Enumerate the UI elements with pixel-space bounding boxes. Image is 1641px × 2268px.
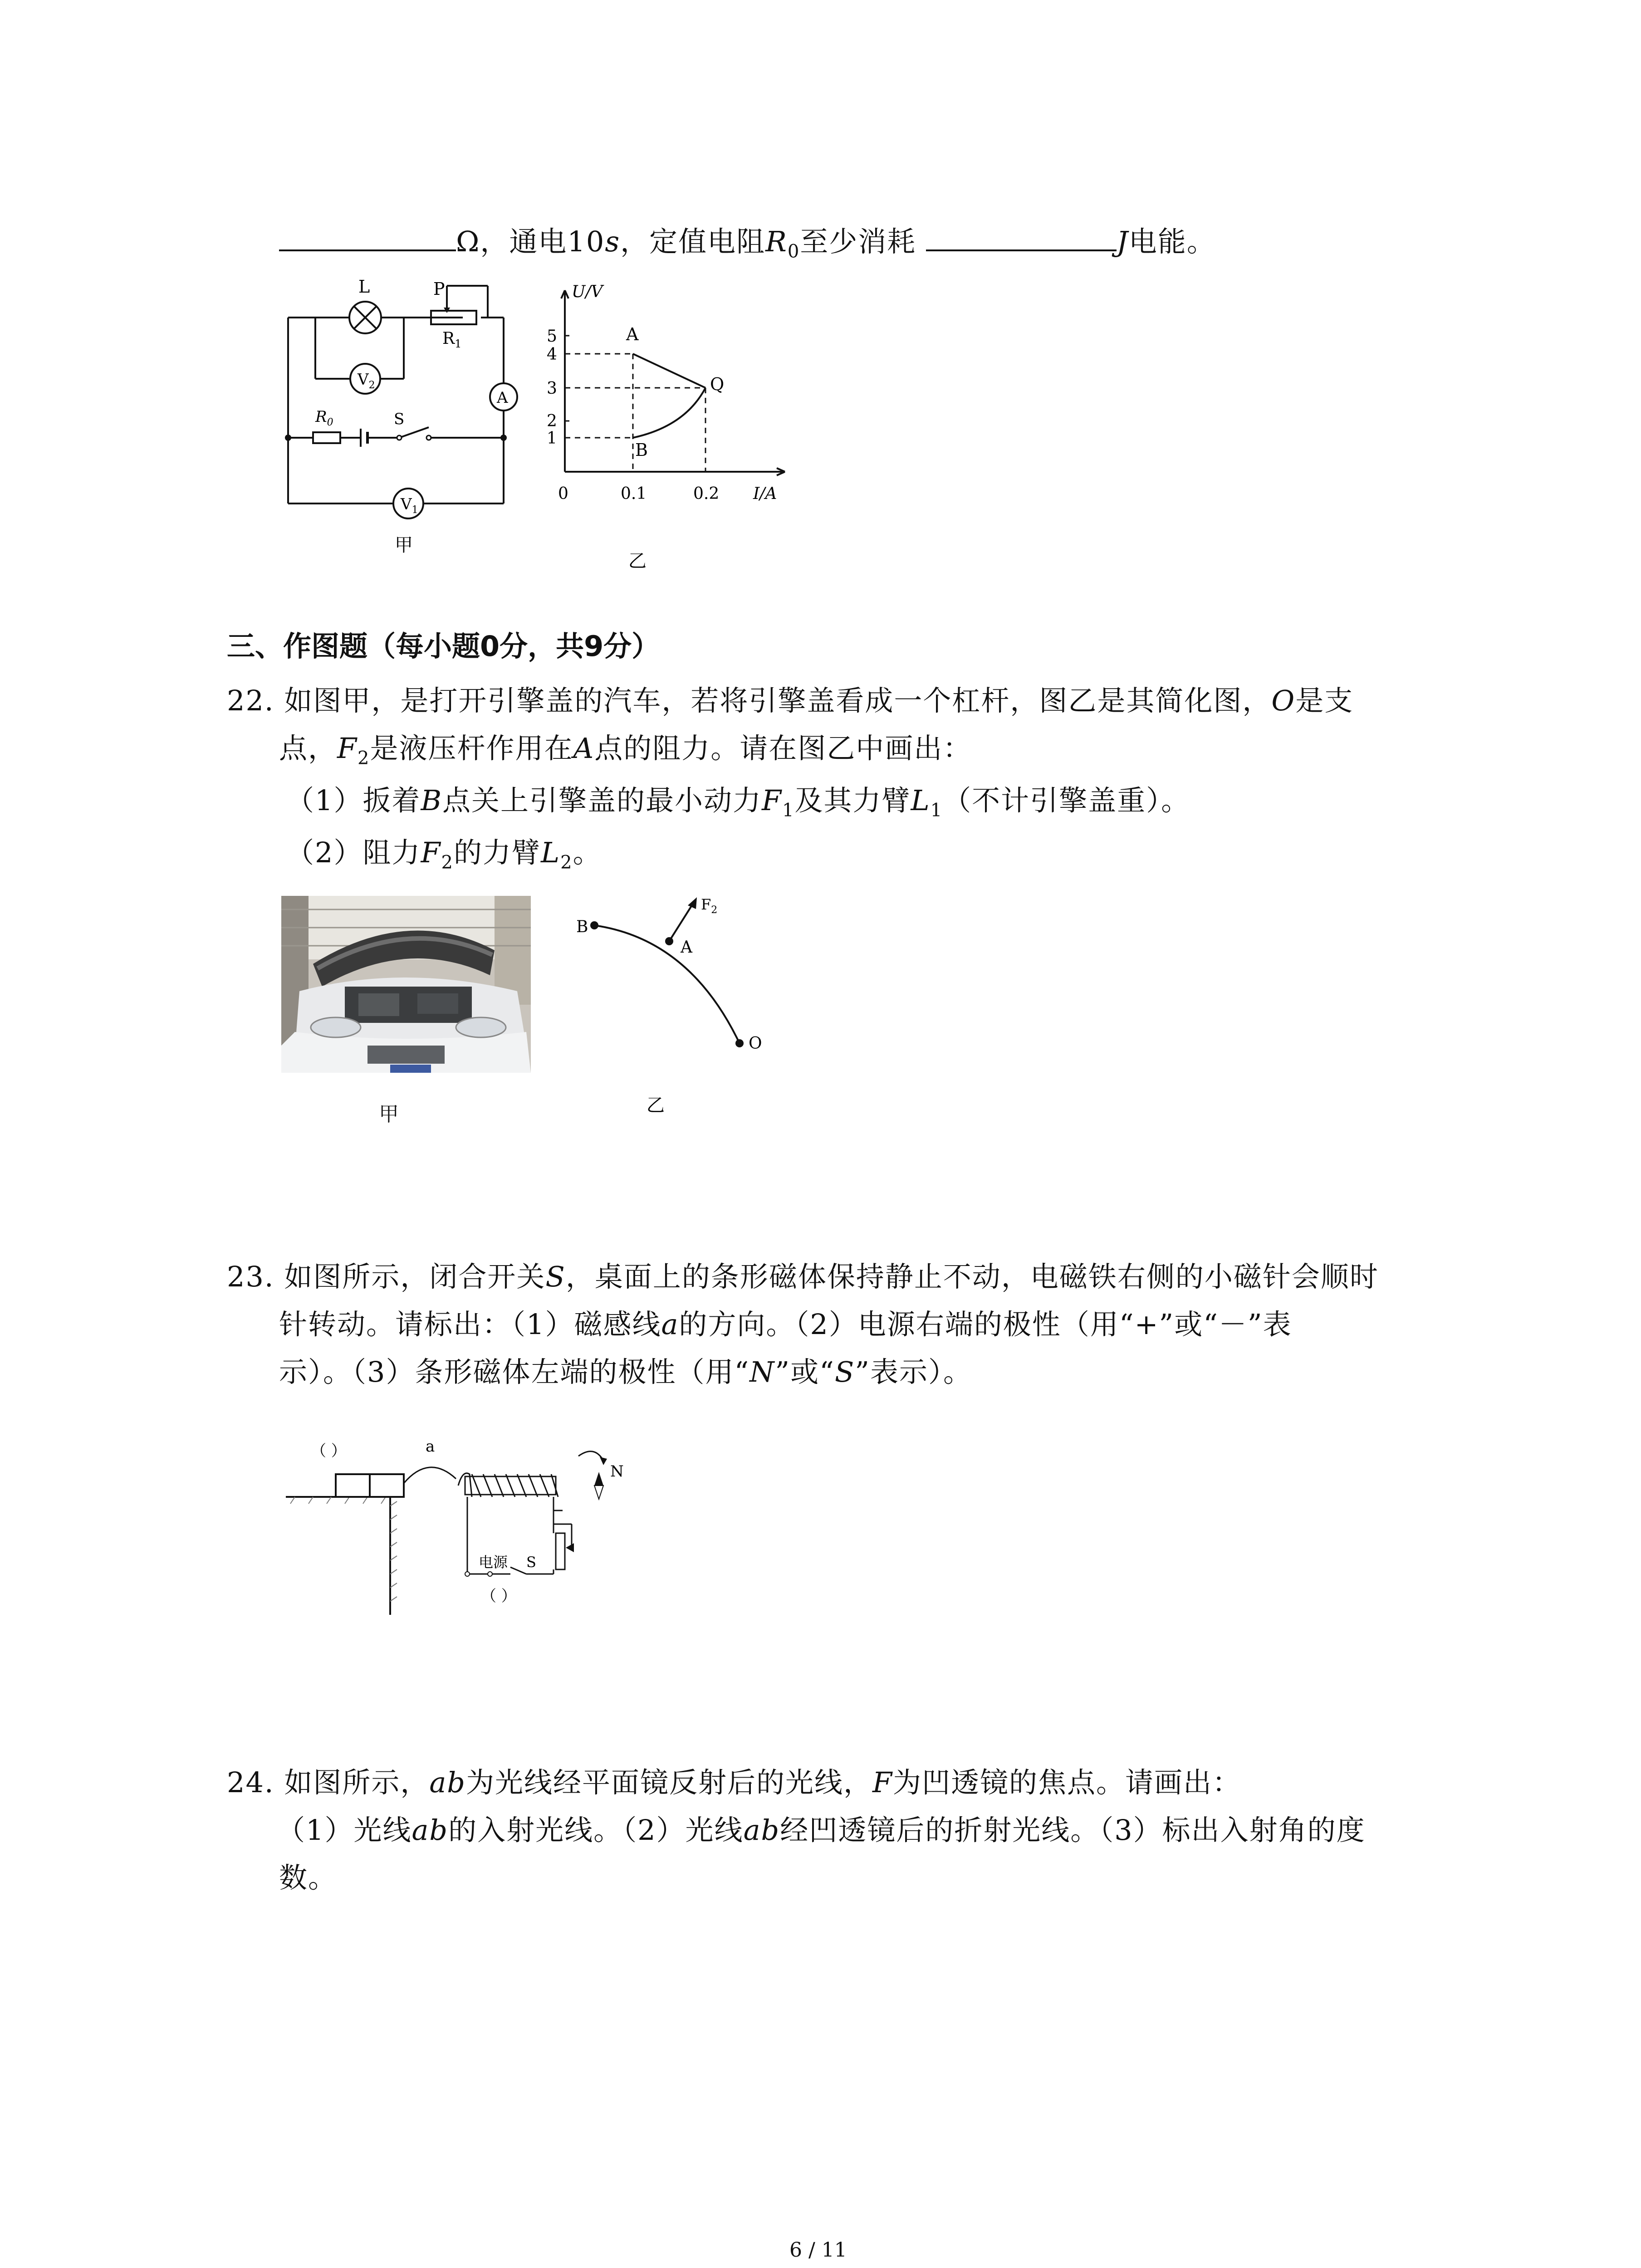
needle-n-label: N: [610, 1462, 624, 1481]
text: 点，: [279, 732, 338, 765]
text: 数。: [279, 1861, 338, 1894]
q24-line2: [277, 1808, 1366, 1853]
q22-sub2: [286, 830, 602, 885]
photo-caption: 甲: [379, 1103, 399, 1126]
text: 针转动。请标出：（1）磁感线: [279, 1308, 661, 1341]
text: 示）。（3）条形磁体左端的极性（用“: [279, 1355, 750, 1388]
x-tick-0: 0: [558, 484, 568, 503]
q23-line3: [279, 1349, 972, 1395]
point-b-label: B: [635, 440, 648, 460]
text: 如图所示，闭合开关: [284, 1260, 546, 1293]
text: 的入射光线。（2）光线: [448, 1813, 744, 1847]
var-S: S: [545, 1260, 566, 1293]
text: 是液压杆作用在: [370, 732, 573, 765]
text: ，定值电阻: [620, 225, 766, 258]
var-F: F: [872, 1766, 893, 1799]
text: ”表示）。: [855, 1355, 972, 1388]
subscript: 2: [560, 852, 573, 873]
q23-line2: [279, 1302, 1292, 1347]
var-ab: ab: [411, 1813, 449, 1847]
text: 是支: [1295, 684, 1354, 717]
text: 及其力臂: [794, 784, 911, 817]
answer-blank-2[interactable]: [926, 217, 1117, 251]
text: 的力臂: [453, 836, 541, 869]
var-F2: F: [337, 732, 358, 765]
text: 点关上引擎盖的最小动力: [442, 784, 762, 817]
q24-line1: [227, 1760, 1241, 1805]
question-number: 22.: [227, 684, 274, 717]
text: （2）阻力: [286, 836, 421, 869]
var-A: A: [573, 732, 595, 765]
y-axis-label: U/V: [572, 283, 603, 301]
text: 点的阻力。请在图乙中画出：: [594, 732, 972, 765]
subscript: 2: [441, 852, 454, 873]
circuit-caption: 甲: [395, 535, 413, 556]
text: 电能。: [1128, 225, 1216, 258]
text: 如图所示，: [284, 1766, 430, 1799]
electromagnet-diagram: [281, 1429, 644, 1624]
text: ，桌面上的条形磁体保持静止不动，电磁铁右侧的小磁针会顺时: [565, 1260, 1379, 1293]
lever-o-label: O: [749, 1034, 762, 1053]
text: 。: [573, 836, 602, 869]
text: （不计引擎盖重）。: [943, 784, 1190, 817]
var-s: s: [605, 225, 621, 258]
power-pole-blank: （ ）: [481, 1587, 517, 1605]
field-line-label: a: [426, 1437, 435, 1456]
circuit-diagram: [272, 268, 526, 576]
var-F1: F: [762, 784, 783, 817]
var-ab: ab: [429, 1766, 466, 1799]
answer-blank-1[interactable]: [279, 217, 456, 251]
q22-line1: [227, 678, 1353, 723]
v2-label: $V_2$: [358, 371, 375, 391]
y-tick-1: 1: [547, 429, 557, 448]
y-tick-5: 5: [547, 327, 557, 346]
power-source-label: 电源: [479, 1554, 508, 1571]
y-tick-4: 4: [547, 345, 557, 364]
var-B: B: [421, 784, 443, 817]
magnet-pole-blank: （ ）: [311, 1442, 347, 1460]
text: 的方向。（2）电源右端的极性（用“+”或“－”表: [679, 1308, 1292, 1341]
graph-caption: 乙: [628, 551, 647, 572]
r0-label: $R_0$: [315, 408, 333, 428]
lever-diagram: [572, 889, 789, 1125]
x-axis-label: I/A: [753, 484, 777, 503]
q21-answer-line: [279, 217, 1216, 274]
page-number: 6 / 11: [789, 2239, 847, 2262]
v1-label: $V_1$: [401, 495, 418, 516]
var-F2: F: [421, 836, 441, 869]
switch-label: S: [394, 410, 405, 428]
subscript: 1: [930, 800, 943, 821]
ammeter-label: A: [497, 389, 508, 407]
text: （1）扳着: [286, 784, 421, 817]
var-L2: L: [540, 836, 561, 869]
section-title: 三、作图题（每小题0分，共9分）: [227, 630, 660, 663]
x-tick-0.1: 0.1: [621, 484, 647, 503]
text: ”或“: [775, 1355, 835, 1388]
text: Ω，通电10: [456, 225, 605, 258]
var-O: O: [1271, 684, 1296, 717]
var-R: R: [765, 225, 788, 258]
q22-sub1: [286, 778, 1190, 833]
point-a-label: A: [626, 324, 639, 344]
q22-line2: [279, 726, 972, 781]
var-L1: L: [911, 784, 931, 817]
var-S: S: [834, 1355, 855, 1388]
text: 如图甲，是打开引擎盖的汽车，若将引擎盖看成一个杠杆，图乙是其简化图，: [284, 684, 1272, 717]
text: （1）光线: [277, 1813, 412, 1847]
y-tick-3: 3: [547, 379, 557, 398]
ui-graph: [531, 277, 812, 585]
subscript: 2: [358, 748, 370, 769]
text: 经凹透镜后的折射光线。（3）标出入射角的度: [780, 1813, 1366, 1847]
r1-label: $R_1$: [442, 329, 462, 350]
q23-line1: [227, 1254, 1379, 1300]
lever-f2-label: $F_2$: [701, 896, 718, 916]
var-ab: ab: [743, 1813, 780, 1847]
lever-a-label: A: [681, 938, 692, 957]
subscript: 0: [787, 241, 800, 262]
lamp-label: L: [358, 277, 370, 297]
fig-switch-label: S: [526, 1554, 536, 1571]
text: 为光线经平面镜反射后的光线，: [466, 1766, 873, 1799]
point-q-label: Q: [710, 374, 725, 394]
q24-line3: [279, 1855, 337, 1901]
var-N: N: [749, 1355, 775, 1388]
text: 为凹透镜的焦点。请画出：: [893, 1766, 1242, 1799]
x-tick-0.2: 0.2: [693, 484, 720, 503]
lever-caption: 乙: [647, 1095, 665, 1116]
subscript: 1: [782, 800, 795, 821]
y-tick-2: 2: [547, 412, 557, 430]
question-number: 24.: [227, 1766, 274, 1799]
slider-label: P: [433, 279, 445, 299]
var-J: J: [1117, 225, 1129, 258]
question-number: 23.: [227, 1260, 274, 1293]
text: 至少消耗: [800, 225, 926, 258]
var-a: a: [661, 1308, 679, 1341]
lever-b-label: B: [576, 918, 588, 936]
car-hood-photo: [281, 896, 531, 1073]
